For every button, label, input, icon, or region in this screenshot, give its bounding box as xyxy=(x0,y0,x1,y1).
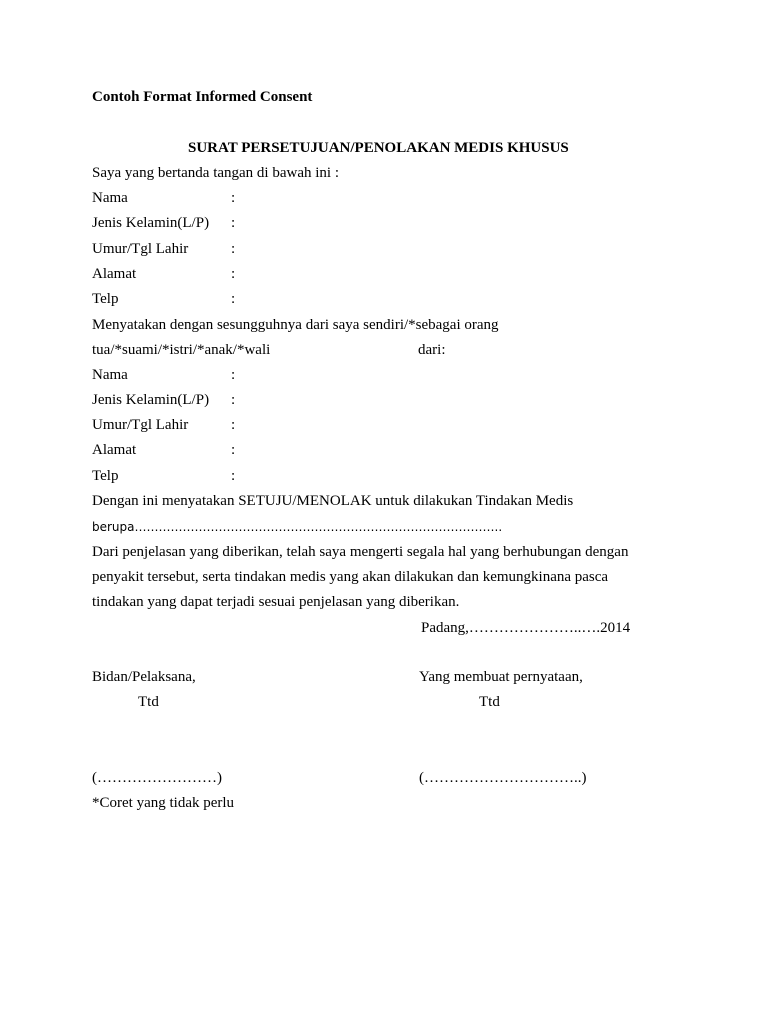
field-label-jenis-kelamin: Jenis Kelamin(L/P) xyxy=(92,215,210,231)
field-label-jenis-kelamin: Jenis Kelamin(L/P) xyxy=(92,392,210,408)
field-label-telp: Telp xyxy=(92,291,119,307)
field-colon: : xyxy=(231,392,236,408)
consent-line: Dengan ini menyatakan SETUJU/MENOLAK untuk dilakukan Tindakan Medis xyxy=(92,493,574,509)
footnote: *Coret yang tidak perlu xyxy=(92,795,235,811)
field-colon: : xyxy=(231,266,236,282)
left-sign-name: (……………………) xyxy=(92,770,222,786)
field-label-nama: Nama xyxy=(92,190,128,206)
left-sign-ttd: Ttd xyxy=(138,694,159,710)
explanation-line-3: tindakan yang dapat terjadi sesuai penjelasan yang diberikan. xyxy=(92,594,460,610)
berupa-line: berupa……………………………………………………………………………….. xyxy=(92,520,503,534)
field-label-alamat: Alamat xyxy=(92,266,137,282)
field-label-nama: Nama xyxy=(92,367,128,383)
document-title: SURAT PERSETUJUAN/PENOLAKAN MEDIS KHUSUS xyxy=(188,140,569,156)
right-sign-name: (…………………………..) xyxy=(419,770,587,786)
statement-from: dari: xyxy=(418,342,446,358)
document-heading: Contoh Format Informed Consent xyxy=(92,89,313,105)
field-colon: : xyxy=(231,367,236,383)
field-colon: : xyxy=(231,291,236,307)
place-date: Padang,…………………..….2014 xyxy=(421,620,631,636)
field-label-telp: Telp xyxy=(92,468,119,484)
right-sign-role: Yang membuat pernyataan, xyxy=(419,669,583,685)
field-colon: : xyxy=(231,215,236,231)
statement-line-2: tua/*suami/*istri/*anak/*wali xyxy=(92,342,271,358)
field-colon: : xyxy=(231,468,236,484)
right-sign-ttd: Ttd xyxy=(479,694,500,710)
field-label-alamat: Alamat xyxy=(92,442,137,458)
field-colon: : xyxy=(231,417,236,433)
explanation-line-2: penyakit tersebut, serta tindakan medis yang akan dilakukan dan kemungkinana pasca xyxy=(92,569,609,585)
explanation-line-1: Dari penjelasan yang diberikan, telah saya mengerti segala hal yang berhubungan dengan xyxy=(92,544,629,560)
field-colon: : xyxy=(231,241,236,257)
field-label-umur: Umur/Tgl Lahir xyxy=(92,417,189,433)
intro-text: Saya yang bertanda tangan di bawah ini : xyxy=(92,165,340,181)
field-label-umur: Umur/Tgl Lahir xyxy=(92,241,189,257)
field-colon: : xyxy=(231,442,236,458)
field-colon: : xyxy=(231,190,236,206)
statement-line-1: Menyatakan dengan sesungguhnya dari saya sendiri/*sebagai orang xyxy=(92,317,499,333)
left-sign-role: Bidan/Pelaksana, xyxy=(92,669,196,685)
